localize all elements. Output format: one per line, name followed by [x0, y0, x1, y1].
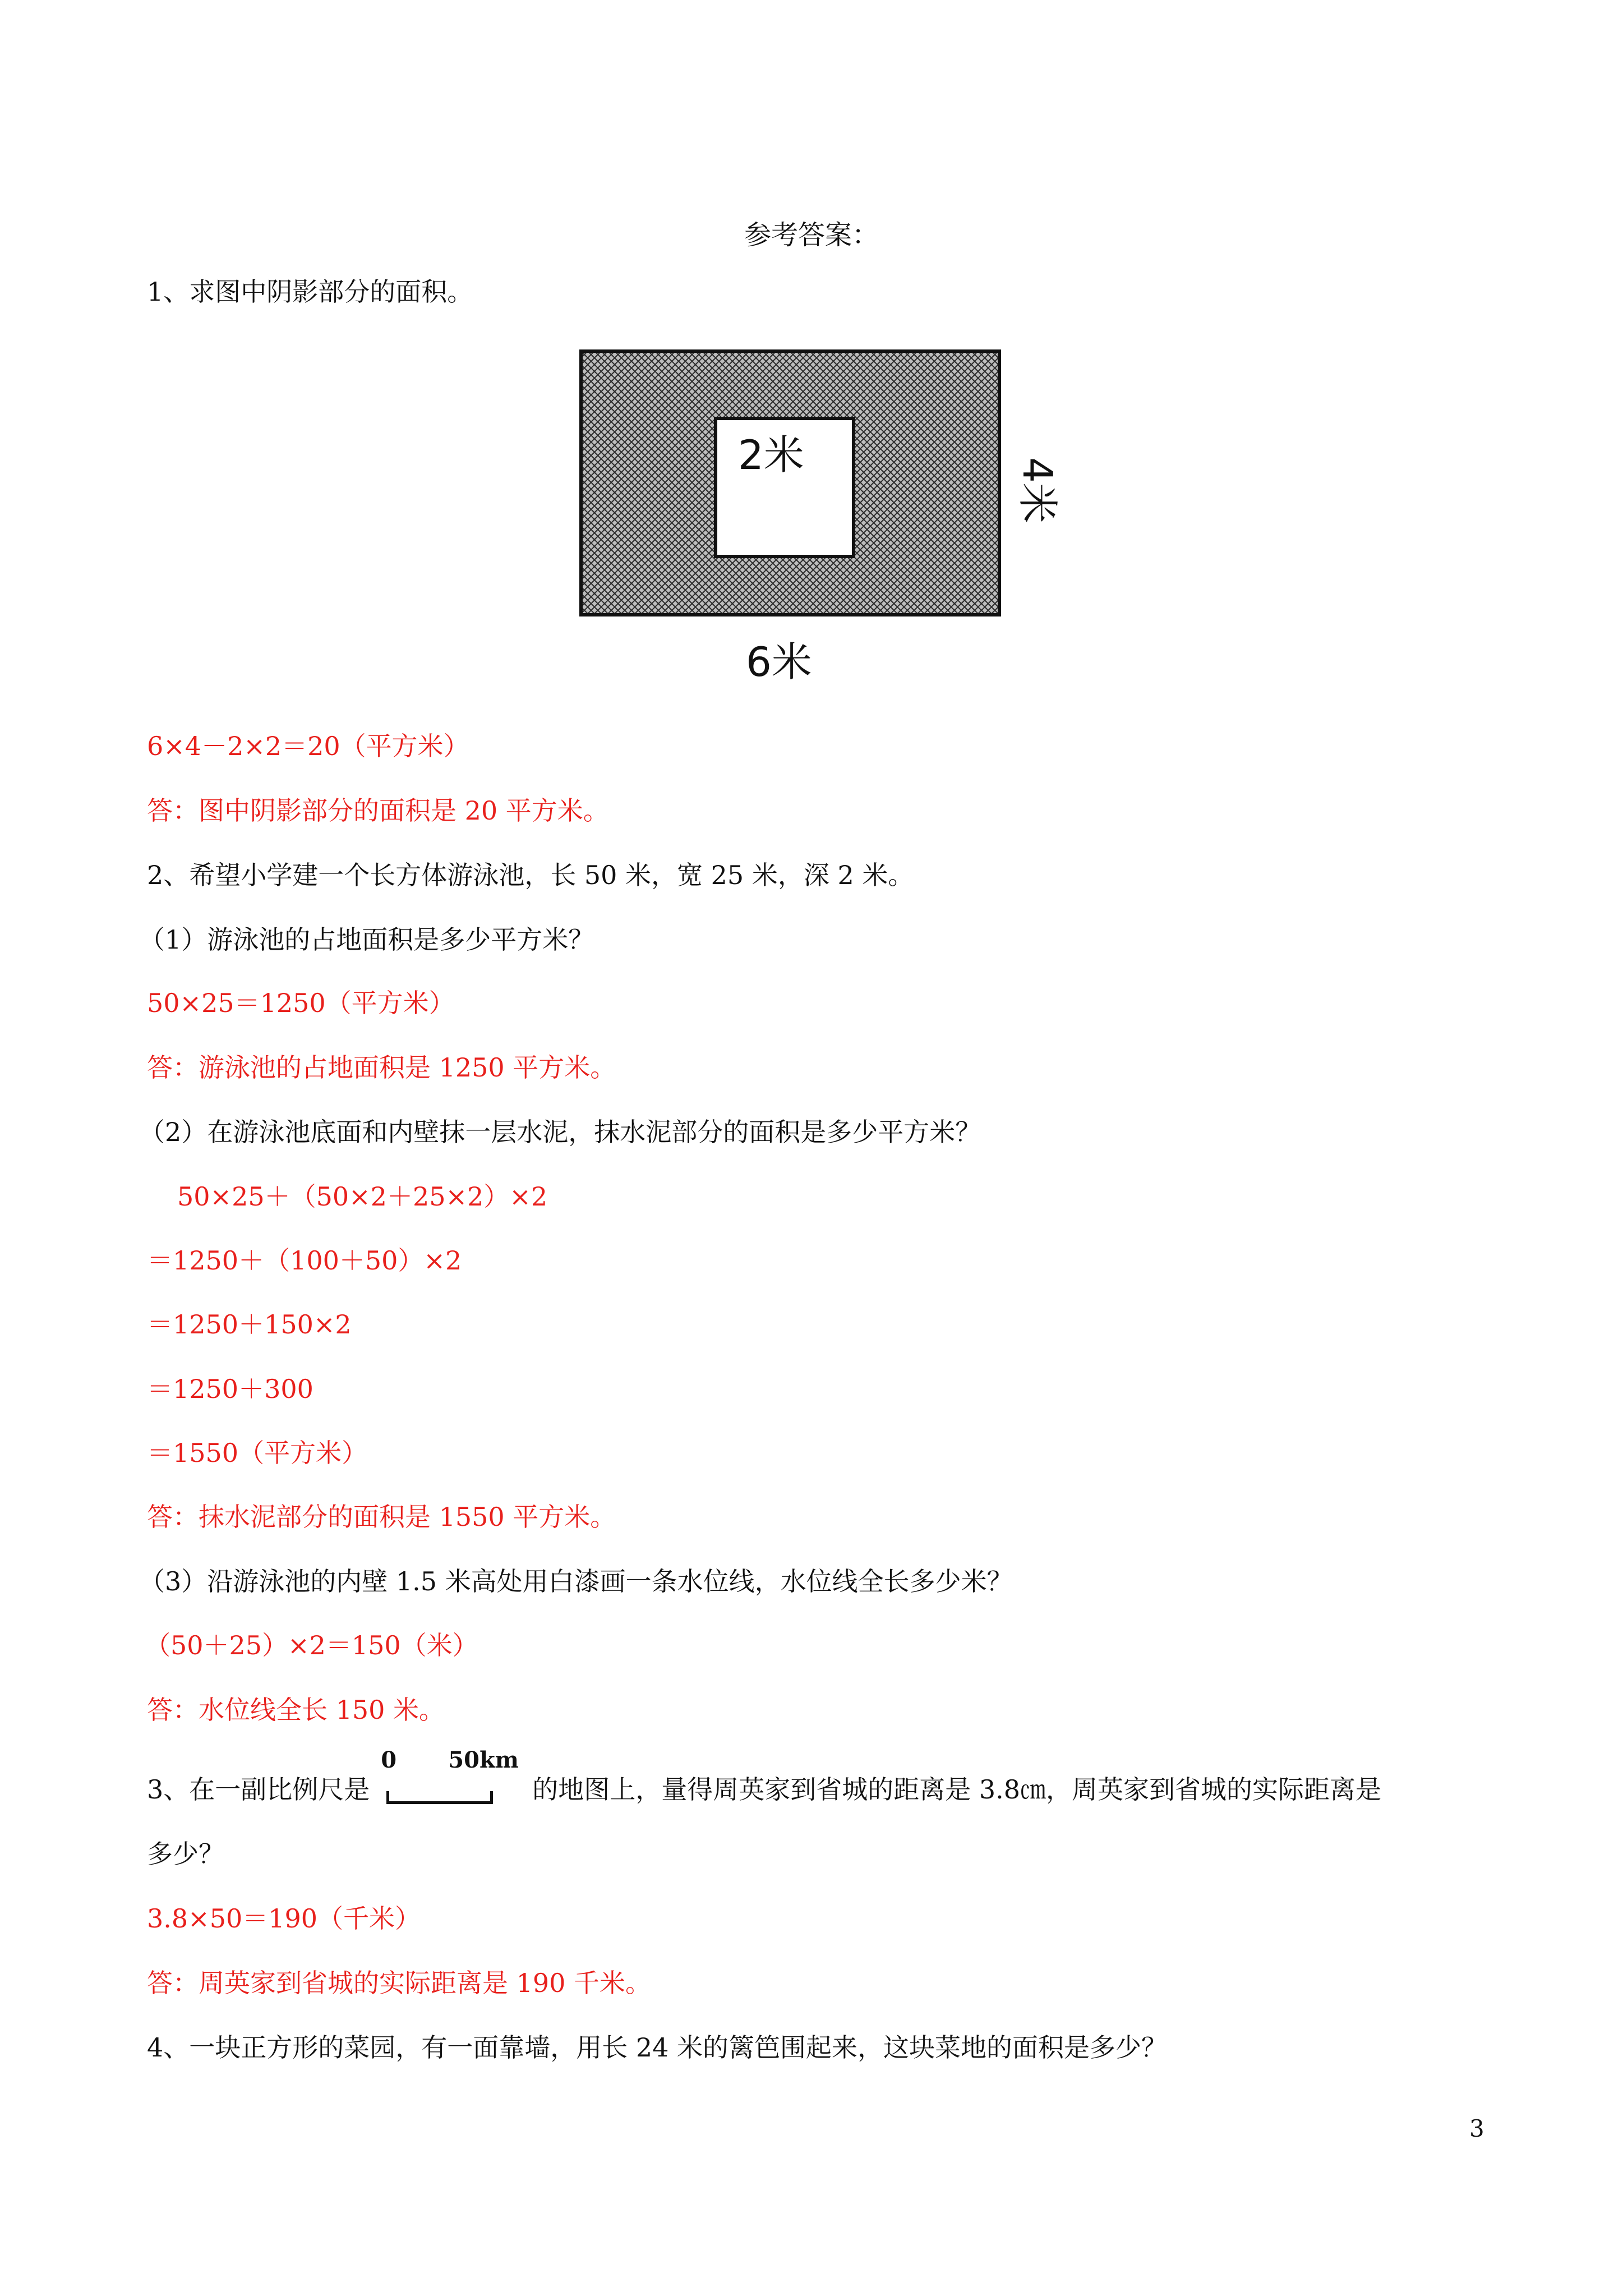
- q2-sub3-answer: 答：水位线全长 150 米。: [147, 1695, 445, 1725]
- bottom-label: 6米: [746, 638, 812, 685]
- q1-question: 1、求图中阴影部分的面积。: [147, 277, 473, 307]
- q2-sub1-calc: 50×25＝1250（平方米）: [147, 988, 455, 1018]
- scale-zero-label: 0: [381, 1747, 397, 1773]
- q4-question: 4、一块正方形的菜园，有一面靠墙，用长 24 米的篱笆围起来，这块菜地的面积是多少？: [147, 2032, 1168, 2063]
- q3-prefix: 3、在一副比例尺是: [147, 1774, 370, 1805]
- side-label: 4米: [1014, 457, 1061, 523]
- q2-sub3: （3）沿游泳池的内壁 1.5 米高处用白漆画一条水位线，水位线全长多少米？: [139, 1566, 1013, 1596]
- q2-sub2-calc-4: ＝1250＋300: [147, 1374, 313, 1404]
- q2-sub2-calc-1: 50×25＋（50×2＋25×2）×2: [177, 1181, 548, 1212]
- q2-sub2-calc-2: ＝1250＋（100＋50）×2: [147, 1245, 462, 1276]
- map-scale-bar: [381, 1747, 521, 1809]
- q2-question: 2、希望小学建一个长方体游泳池，长 50 米，宽 25 米，深 2 米。: [147, 860, 914, 890]
- q1-calc: 6×4－2×2＝20（平方米）: [147, 731, 469, 761]
- q2-sub1-answer: 答：游泳池的占地面积是 1250 平方米。: [147, 1052, 616, 1083]
- q3-answer: 答：周英家到省城的实际距离是 190 千米。: [147, 1968, 652, 1998]
- q2-sub2-answer: 答：抹水泥部分的面积是 1550 平方米。: [147, 1502, 616, 1532]
- q3-calc: 3.8×50＝190（千米）: [147, 1903, 421, 1934]
- page-number: 3: [1469, 2115, 1484, 2142]
- q3-suffix: 的地图上，量得周英家到省城的距离是 3.8㎝，周英家到省城的实际距离是: [532, 1774, 1382, 1805]
- page-title: 参考答案：: [744, 219, 879, 251]
- q2-sub2: （2）在游泳池底面和内壁抹一层水泥，抹水泥部分的面积是多少平方米？: [139, 1117, 981, 1147]
- shaded-area-figure: [578, 348, 1094, 696]
- q1-answer: 答：图中阴影部分的面积是 20 平方米。: [147, 795, 609, 826]
- q2-sub3-calc: （50＋25）×2＝150（米）: [145, 1630, 478, 1660]
- q3-question: [147, 1747, 1382, 1809]
- scale-end-label: 50km: [448, 1747, 519, 1773]
- q2-sub2-calc-3: ＝1250＋150×2: [147, 1309, 352, 1340]
- scale-bar-line: [386, 1791, 493, 1804]
- q2-sub2-calc-5: ＝1550（平方米）: [147, 1438, 368, 1468]
- q3-line2: 多少？: [147, 1839, 224, 1869]
- inner-square-label: 2米: [738, 431, 804, 478]
- q2-sub1: （1）游泳池的占地面积是多少平方米？: [139, 924, 594, 955]
